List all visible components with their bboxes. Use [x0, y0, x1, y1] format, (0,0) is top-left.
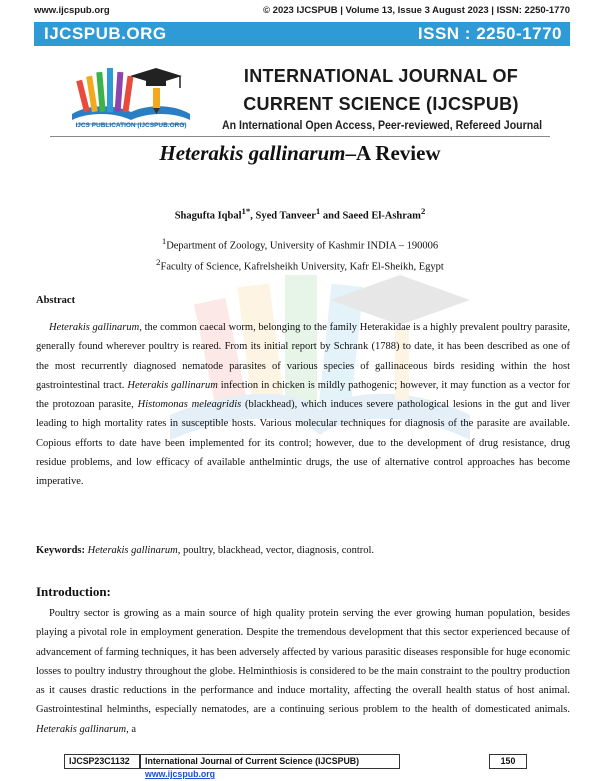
logo-caption: IJCS PUBLICATION (IJCSPUB.ORG) — [75, 122, 187, 129]
affiliation — [0, 257, 600, 273]
author-affil-mark: 1 — [315, 206, 321, 216]
species-name: Histomonas meleagridis — [137, 399, 242, 411]
abstract-paragraph — [36, 318, 570, 492]
affiliation — [0, 236, 600, 252]
affil-text: Department of Zoology, University of Kashmir INDIA – 190006 — [166, 240, 439, 252]
header-divider — [50, 136, 550, 137]
author-and: and — [320, 210, 343, 222]
author-list — [0, 206, 600, 222]
abstract-text: infection in chicken is mildly pathogenic; however, it may function as a vector for the protozoan parasite, — [36, 379, 570, 411]
graduation-cap-icon — [130, 68, 182, 88]
species-name: Heterakis gallinarum — [127, 379, 218, 391]
title-rest: –A Review — [345, 141, 441, 165]
introduction-heading: Introduction: — [36, 584, 111, 599]
intro-text: Poultry sector is growing as a main source of high quality protein serving the ever growing human population, besides playing a pivotal role in employment generation. Despite the tremendous development that this sector experienced because of advancement of farming techniques, it has been adversely affected by various parasitic diseases responsible for huge economic losses to poultry industry throughout the globe. Helminthiosis is considered to be the main constraint to the poultry production as it causes drastic reductions in the performance and induce mortality, affecting the overall health status of host animal. Gastrointestinal helminths, especially nematodes, are a continuing serious problem to the health of domesticated animals. — [36, 608, 570, 716]
running-header — [34, 5, 570, 19]
author-affil-mark: 1* — [241, 206, 251, 216]
journal-banner — [34, 22, 570, 46]
page-footer — [64, 754, 526, 779]
page-number: 150 — [489, 754, 527, 769]
keyword-species: Heterakis gallinarum — [85, 545, 178, 556]
issue-line: © 2023 IJCSPUB | Volume 13, Issue 3 August 2023 | ISSN: 2250-1770 — [263, 5, 570, 16]
paper-title — [0, 141, 600, 166]
affil-mark: 2 — [156, 257, 161, 267]
affil-mark: 1 — [161, 236, 167, 246]
author-separator: , — [250, 210, 256, 222]
author-name: Shagufta Iqbal — [174, 210, 242, 222]
keywords-label: Keywords: — [36, 545, 85, 556]
species-name: Heterakis gallinarum — [49, 322, 140, 333]
keywords-list: , poultry, blackhead, vector, diagnosis, control. — [177, 545, 375, 556]
journal-title-line2: CURRENT SCIENCE (IJCSPUB) — [243, 94, 519, 114]
title-species: Heterakis gallinarum — [159, 141, 346, 165]
keywords — [36, 545, 374, 556]
site-url[interactable]: www.ijcspub.org — [34, 5, 110, 16]
footer-journal — [140, 754, 400, 779]
footer-paper-id: IJCSP23C1132 — [64, 754, 140, 769]
author-affil-mark: 2 — [420, 206, 426, 216]
abstract-heading: Abstract — [36, 295, 76, 306]
affil-text: Faculty of Science, Kafrelsheikh University, Kafr El-Sheikh, Egypt — [160, 261, 444, 273]
introduction-paragraph — [36, 604, 570, 739]
footer-journal-name: International Journal of Current Science (IJCSPUB) — [145, 756, 360, 766]
banner-issn: ISSN : 2250-1770 — [417, 24, 562, 43]
abstract-text: , the common caecal worm, belonging to the family Heterakidae is a highly prevalent poultry parasite, generally found wherever poultry is reared. From its initial report by Schrank (1788) to date, it has been described as one of the most recurrently diagnosed nematode parasites of various species of gallinaceous birds residing within the host gastrointestinal tract. — [36, 322, 570, 391]
author-name: Syed Tanveer — [255, 210, 316, 222]
species-name: Heterakis gallinarum — [36, 723, 127, 735]
author-name: Saeed El-Ashram — [342, 210, 421, 222]
banner-site: IJCSPUB.ORG — [44, 24, 167, 43]
journal-title-line1: INTERNATIONAL JOURNAL OF — [243, 66, 519, 86]
intro-text: , a — [126, 723, 137, 735]
abstract-text: (blackhead), which induces severe pathological lesions in the gut and liver leading to high mortality rates in susceptible hosts. Various molecular techniques for diagnosis of the parasite are available. Copious efforts to date have been implemented for its control; however, due to the development of drug resistance, drug residue problems, and low efficacy of available anthelmintic drugs, the use of alternative control approaches has become imperative. — [36, 399, 571, 488]
footer-link[interactable]: www.ijcspub.org — [145, 769, 216, 779]
journal-tagline: An International Open Access, Peer-reviewed, Refereed Journal — [221, 120, 543, 132]
